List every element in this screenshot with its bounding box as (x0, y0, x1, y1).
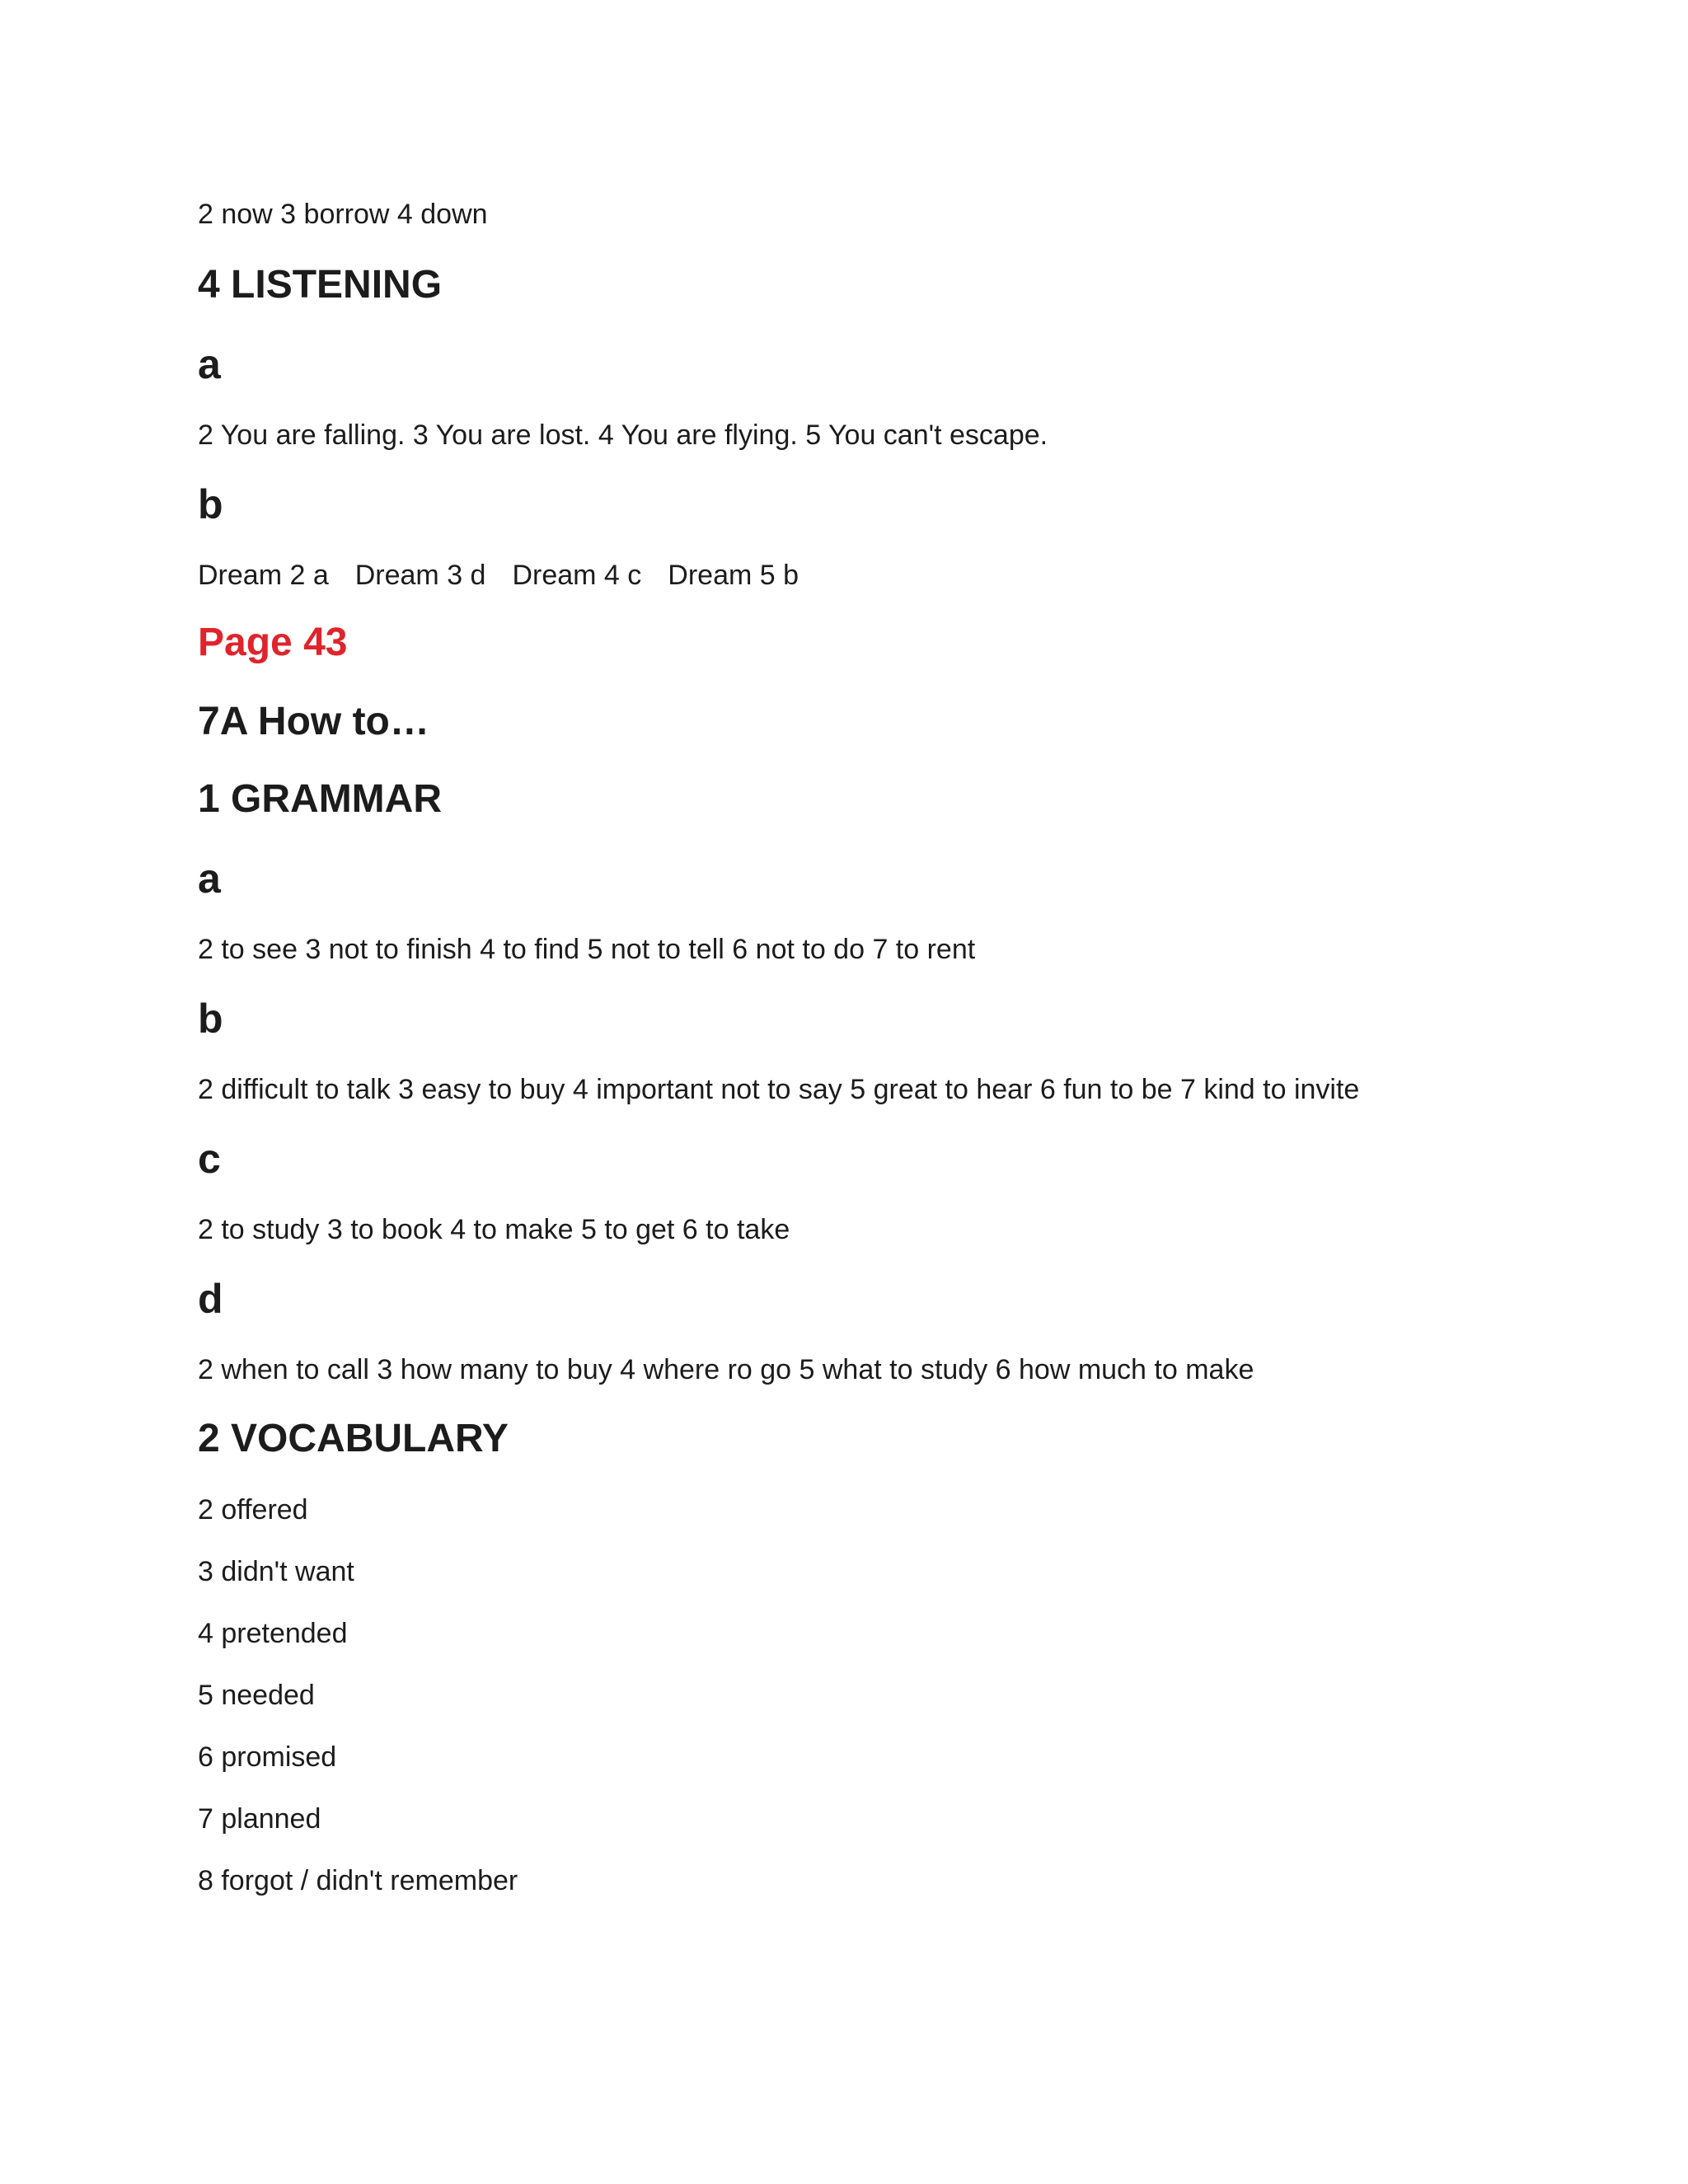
dream-answer: Dream 3 d (354, 560, 486, 591)
grammar-part-a-label: a (198, 855, 221, 902)
dream-answer: Dream 4 c (512, 560, 642, 591)
vocabulary-answer: 6 promised (198, 1741, 337, 1773)
section-heading-grammar: 1 GRAMMAR (198, 777, 442, 821)
grammar-part-c-answers: 2 to study 3 to book 4 to make 5 to get 6 to take (198, 1214, 790, 1245)
grammar-part-b-label: b (198, 996, 223, 1042)
vocabulary-answer: 8 forgot / didn't remember (198, 1865, 518, 1896)
dream-answer: Dream 2 a (198, 560, 329, 591)
section-heading-listening: 4 LISTENING (198, 263, 443, 307)
listening-part-a-label: a (198, 341, 221, 387)
section-heading-vocabulary: 2 VOCABULARY (198, 1417, 509, 1460)
grammar-part-c-label: c (198, 1136, 221, 1182)
listening-part-b-answers (198, 557, 825, 593)
listening-part-b-label: b (198, 481, 223, 527)
answer-line-prev-section: 2 now 3 borrow 4 down (198, 199, 488, 230)
grammar-part-d-answers: 2 when to call 3 how many to buy 4 where ro go 5 what to study 6 how much to make (198, 1354, 1254, 1385)
grammar-part-b-answers: 2 difficult to talk 3 easy to buy 4 important not to say 5 great to hear 6 fun to be 7 kind to invite (198, 1074, 1360, 1105)
vocabulary-answer: 4 pretended (198, 1618, 348, 1649)
vocabulary-answer: 5 needed (198, 1680, 315, 1711)
lesson-title: 7A How to… (198, 700, 429, 743)
vocabulary-answer: 7 planned (198, 1803, 321, 1835)
dream-answer: Dream 5 b (668, 560, 799, 591)
vocabulary-answer: 3 didn't want (198, 1556, 354, 1587)
listening-part-a-answers: 2 You are falling. 3 You are lost. 4 You are flying. 5 You can't escape. (198, 419, 1048, 451)
grammar-part-d-label: d (198, 1276, 223, 1322)
grammar-part-a-answers: 2 to see 3 not to finish 4 to find 5 not to tell 6 not to do 7 to rent (198, 934, 976, 965)
page-label: Page 43 (198, 621, 348, 664)
vocabulary-answer: 2 offered (198, 1494, 308, 1526)
